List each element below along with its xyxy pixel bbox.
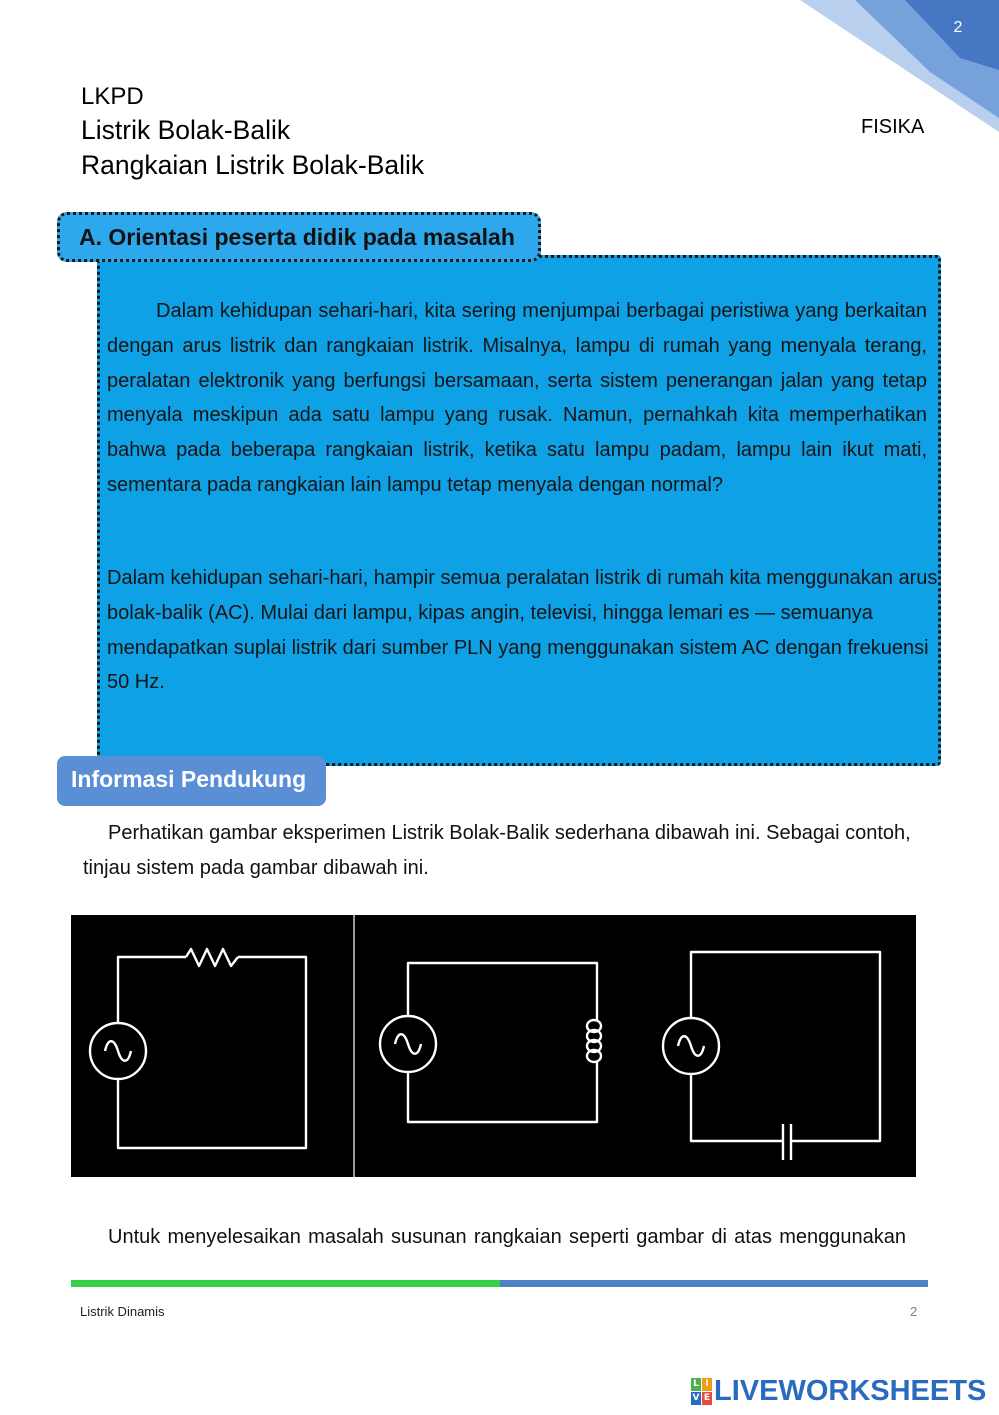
corner-page-number: 2 bbox=[953, 19, 963, 36]
circuit-figure bbox=[71, 915, 916, 1177]
logo-icon bbox=[691, 1378, 712, 1405]
orientation-paragraph-1: Dalam kehidupan sehari-hari, kita sering menjumpai berbagai peristiwa yang berkaitan dengan arus listrik dan rangkaian listrik. Misalnya, lampu di rumah yang menyala terang, peralatan elektronik yang berfungsi bersamaan, serta sistem penerangan jalan yang tetap menyala meskipun ada satu lampu yang rusak. Namun, pernahkah kita memperhatikan bahwa pada beberapa rangkaian listrik, ketika satu lampu padam, lampu lain ikut mati, sementara pada rangkaian lain lampu tetap menyala dengan normal? bbox=[107, 300, 927, 496]
page-title: Listrik Bolak-Balik bbox=[81, 115, 291, 145]
page-subtitle: Rangkaian Listrik Bolak-Balik bbox=[81, 150, 425, 180]
info-heading-label: Informasi Pendukung bbox=[57, 756, 326, 806]
logo-letter: I bbox=[702, 1378, 712, 1391]
section-a-heading: A. Orientasi peserta didik pada masalah bbox=[57, 212, 541, 262]
footer-page-number: 2 bbox=[910, 1304, 918, 1319]
footer-title: Listrik Dinamis bbox=[80, 1304, 165, 1319]
logo-letter: L bbox=[691, 1378, 701, 1391]
doc-type-label: LKPD bbox=[81, 83, 144, 110]
circuit-figure-svg bbox=[71, 915, 916, 1177]
footer-bar-blue bbox=[500, 1280, 928, 1287]
logo-letter: E bbox=[703, 1393, 711, 1403]
logo-text: LIVEWORKSHEETS bbox=[714, 1375, 987, 1407]
liveworksheets-logo bbox=[690, 1376, 990, 1406]
figure-background bbox=[71, 915, 916, 1177]
continuation-paragraph: Untuk menyelesaikan masalah susunan rangkaian seperti gambar di atas menggunakan bbox=[108, 1226, 906, 1248]
info-intro-paragraph: Perhatikan gambar eksperimen Listrik Bolak-Balik sederhana dibawah ini. Sebagai contoh, tinjau sistem pada gambar dibawah ini. bbox=[83, 822, 911, 879]
subject-label: FISIKA bbox=[861, 116, 925, 138]
orientation-box bbox=[97, 255, 941, 766]
footer-bar-green bbox=[71, 1280, 500, 1287]
orientation-paragraph-2: Dalam kehidupan sehari-hari, hampir semua peralatan listrik di rumah kita menggunakan arus bolak-balik (AC). Mulai dari lampu, kipas angin, televisi, hingga lemari es — semuanya mendapatkan suplai listrik dari sumber PLN yang menggunakan sistem AC dengan frekuensi 50 Hz. bbox=[107, 567, 938, 694]
logo-letter: V bbox=[692, 1393, 700, 1403]
